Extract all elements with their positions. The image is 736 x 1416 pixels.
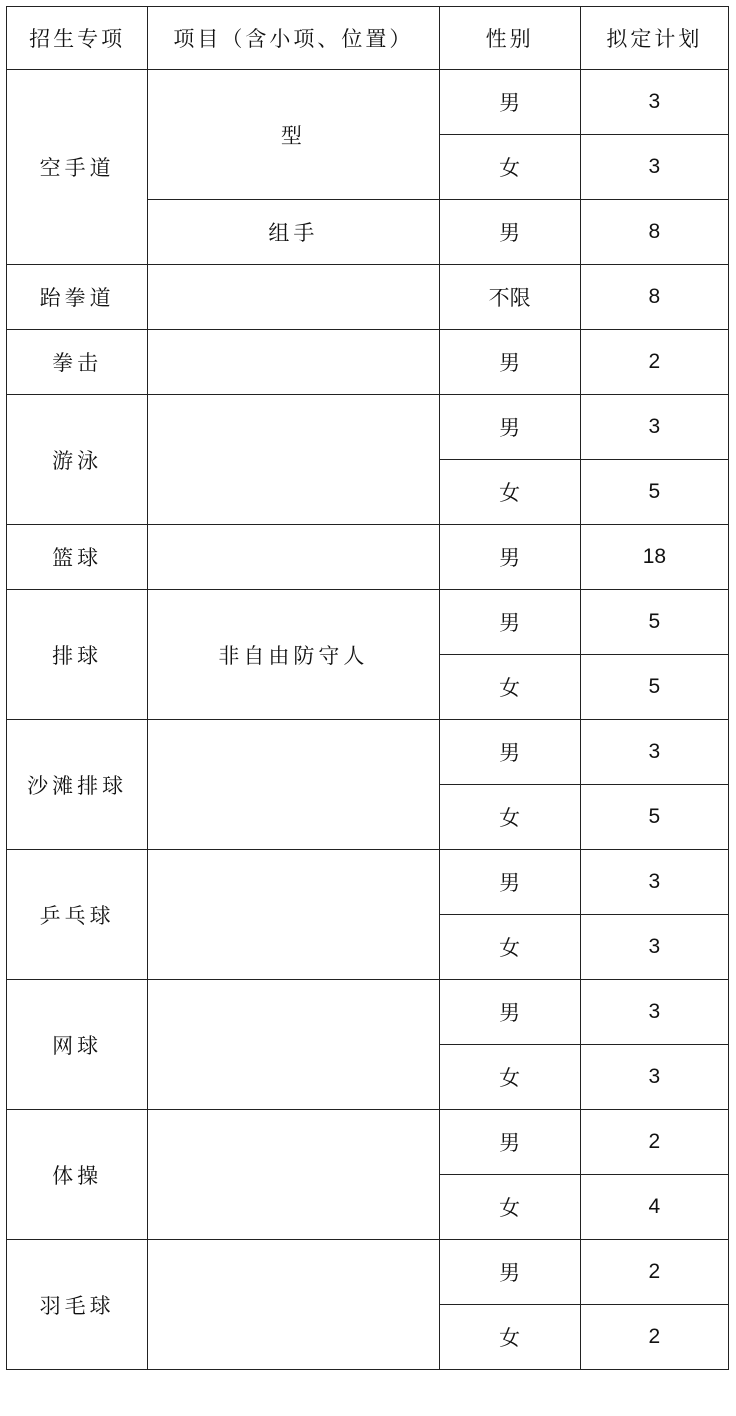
quota-cell: 3 [580, 1045, 728, 1110]
item-cell [148, 1110, 439, 1240]
gender-cell: 男 [439, 200, 580, 265]
gender-cell: 男 [439, 1240, 580, 1305]
table-row [7, 980, 729, 1045]
table-row [7, 1110, 729, 1175]
sport-cell: 体操 [7, 1110, 148, 1240]
table-row [7, 590, 729, 655]
quota-cell: 5 [580, 655, 728, 720]
quota-cell: 8 [580, 200, 728, 265]
header-quota: 拟定计划 [580, 7, 728, 70]
item-cell [148, 980, 439, 1110]
quota-cell: 3 [580, 395, 728, 460]
quota-cell: 3 [580, 850, 728, 915]
gender-cell: 男 [439, 590, 580, 655]
gender-cell: 女 [439, 915, 580, 980]
item-cell [148, 720, 439, 850]
quota-cell: 5 [580, 785, 728, 850]
item-cell [148, 525, 439, 590]
quota-cell: 3 [580, 980, 728, 1045]
table-row [7, 1240, 729, 1305]
gender-cell: 男 [439, 70, 580, 135]
item-cell: 型 [148, 70, 439, 200]
table-row [7, 265, 729, 330]
gender-cell: 男 [439, 980, 580, 1045]
quota-cell: 8 [580, 265, 728, 330]
gender-cell: 男 [439, 395, 580, 460]
item-cell: 组手 [148, 200, 439, 265]
gender-cell: 男 [439, 525, 580, 590]
quota-cell: 3 [580, 70, 728, 135]
gender-cell: 女 [439, 135, 580, 200]
table-row [7, 850, 729, 915]
item-cell: 非自由防守人 [148, 590, 439, 720]
table-body [7, 70, 729, 1370]
gender-cell: 不限 [439, 265, 580, 330]
sport-cell: 游泳 [7, 395, 148, 525]
gender-cell: 男 [439, 720, 580, 785]
sport-cell: 乒乓球 [7, 850, 148, 980]
quota-cell: 5 [580, 590, 728, 655]
quota-cell: 4 [580, 1175, 728, 1240]
table-row [7, 395, 729, 460]
sport-cell: 网球 [7, 980, 148, 1110]
gender-cell: 女 [439, 1175, 580, 1240]
gender-cell: 女 [439, 785, 580, 850]
header-row [7, 7, 729, 70]
item-cell [148, 1240, 439, 1370]
quota-cell: 5 [580, 460, 728, 525]
quota-cell: 2 [580, 1110, 728, 1175]
item-cell [148, 850, 439, 980]
table-row [7, 70, 729, 135]
sport-cell: 篮球 [7, 525, 148, 590]
quota-cell: 3 [580, 915, 728, 980]
quota-cell: 18 [580, 525, 728, 590]
sport-cell: 拳击 [7, 330, 148, 395]
item-cell [148, 395, 439, 525]
enrollment-plan-table [6, 6, 729, 1370]
gender-cell: 男 [439, 1110, 580, 1175]
gender-cell: 男 [439, 850, 580, 915]
quota-cell: 2 [580, 1240, 728, 1305]
gender-cell: 男 [439, 330, 580, 395]
sport-cell: 排球 [7, 590, 148, 720]
quota-cell: 2 [580, 1305, 728, 1370]
sport-cell: 沙滩排球 [7, 720, 148, 850]
gender-cell: 女 [439, 460, 580, 525]
sport-cell: 空手道 [7, 70, 148, 265]
gender-cell: 女 [439, 655, 580, 720]
table-row [7, 330, 729, 395]
table-row [7, 720, 729, 785]
header-item: 项目（含小项、位置） [148, 7, 439, 70]
sport-cell: 跆拳道 [7, 265, 148, 330]
item-cell [148, 265, 439, 330]
quota-cell: 2 [580, 330, 728, 395]
sport-cell: 羽毛球 [7, 1240, 148, 1370]
gender-cell: 女 [439, 1045, 580, 1110]
table-row [7, 525, 729, 590]
header-gender: 性别 [439, 7, 580, 70]
gender-cell: 女 [439, 1305, 580, 1370]
quota-cell: 3 [580, 135, 728, 200]
item-cell [148, 330, 439, 395]
header-sport: 招生专项 [7, 7, 148, 70]
quota-cell: 3 [580, 720, 728, 785]
